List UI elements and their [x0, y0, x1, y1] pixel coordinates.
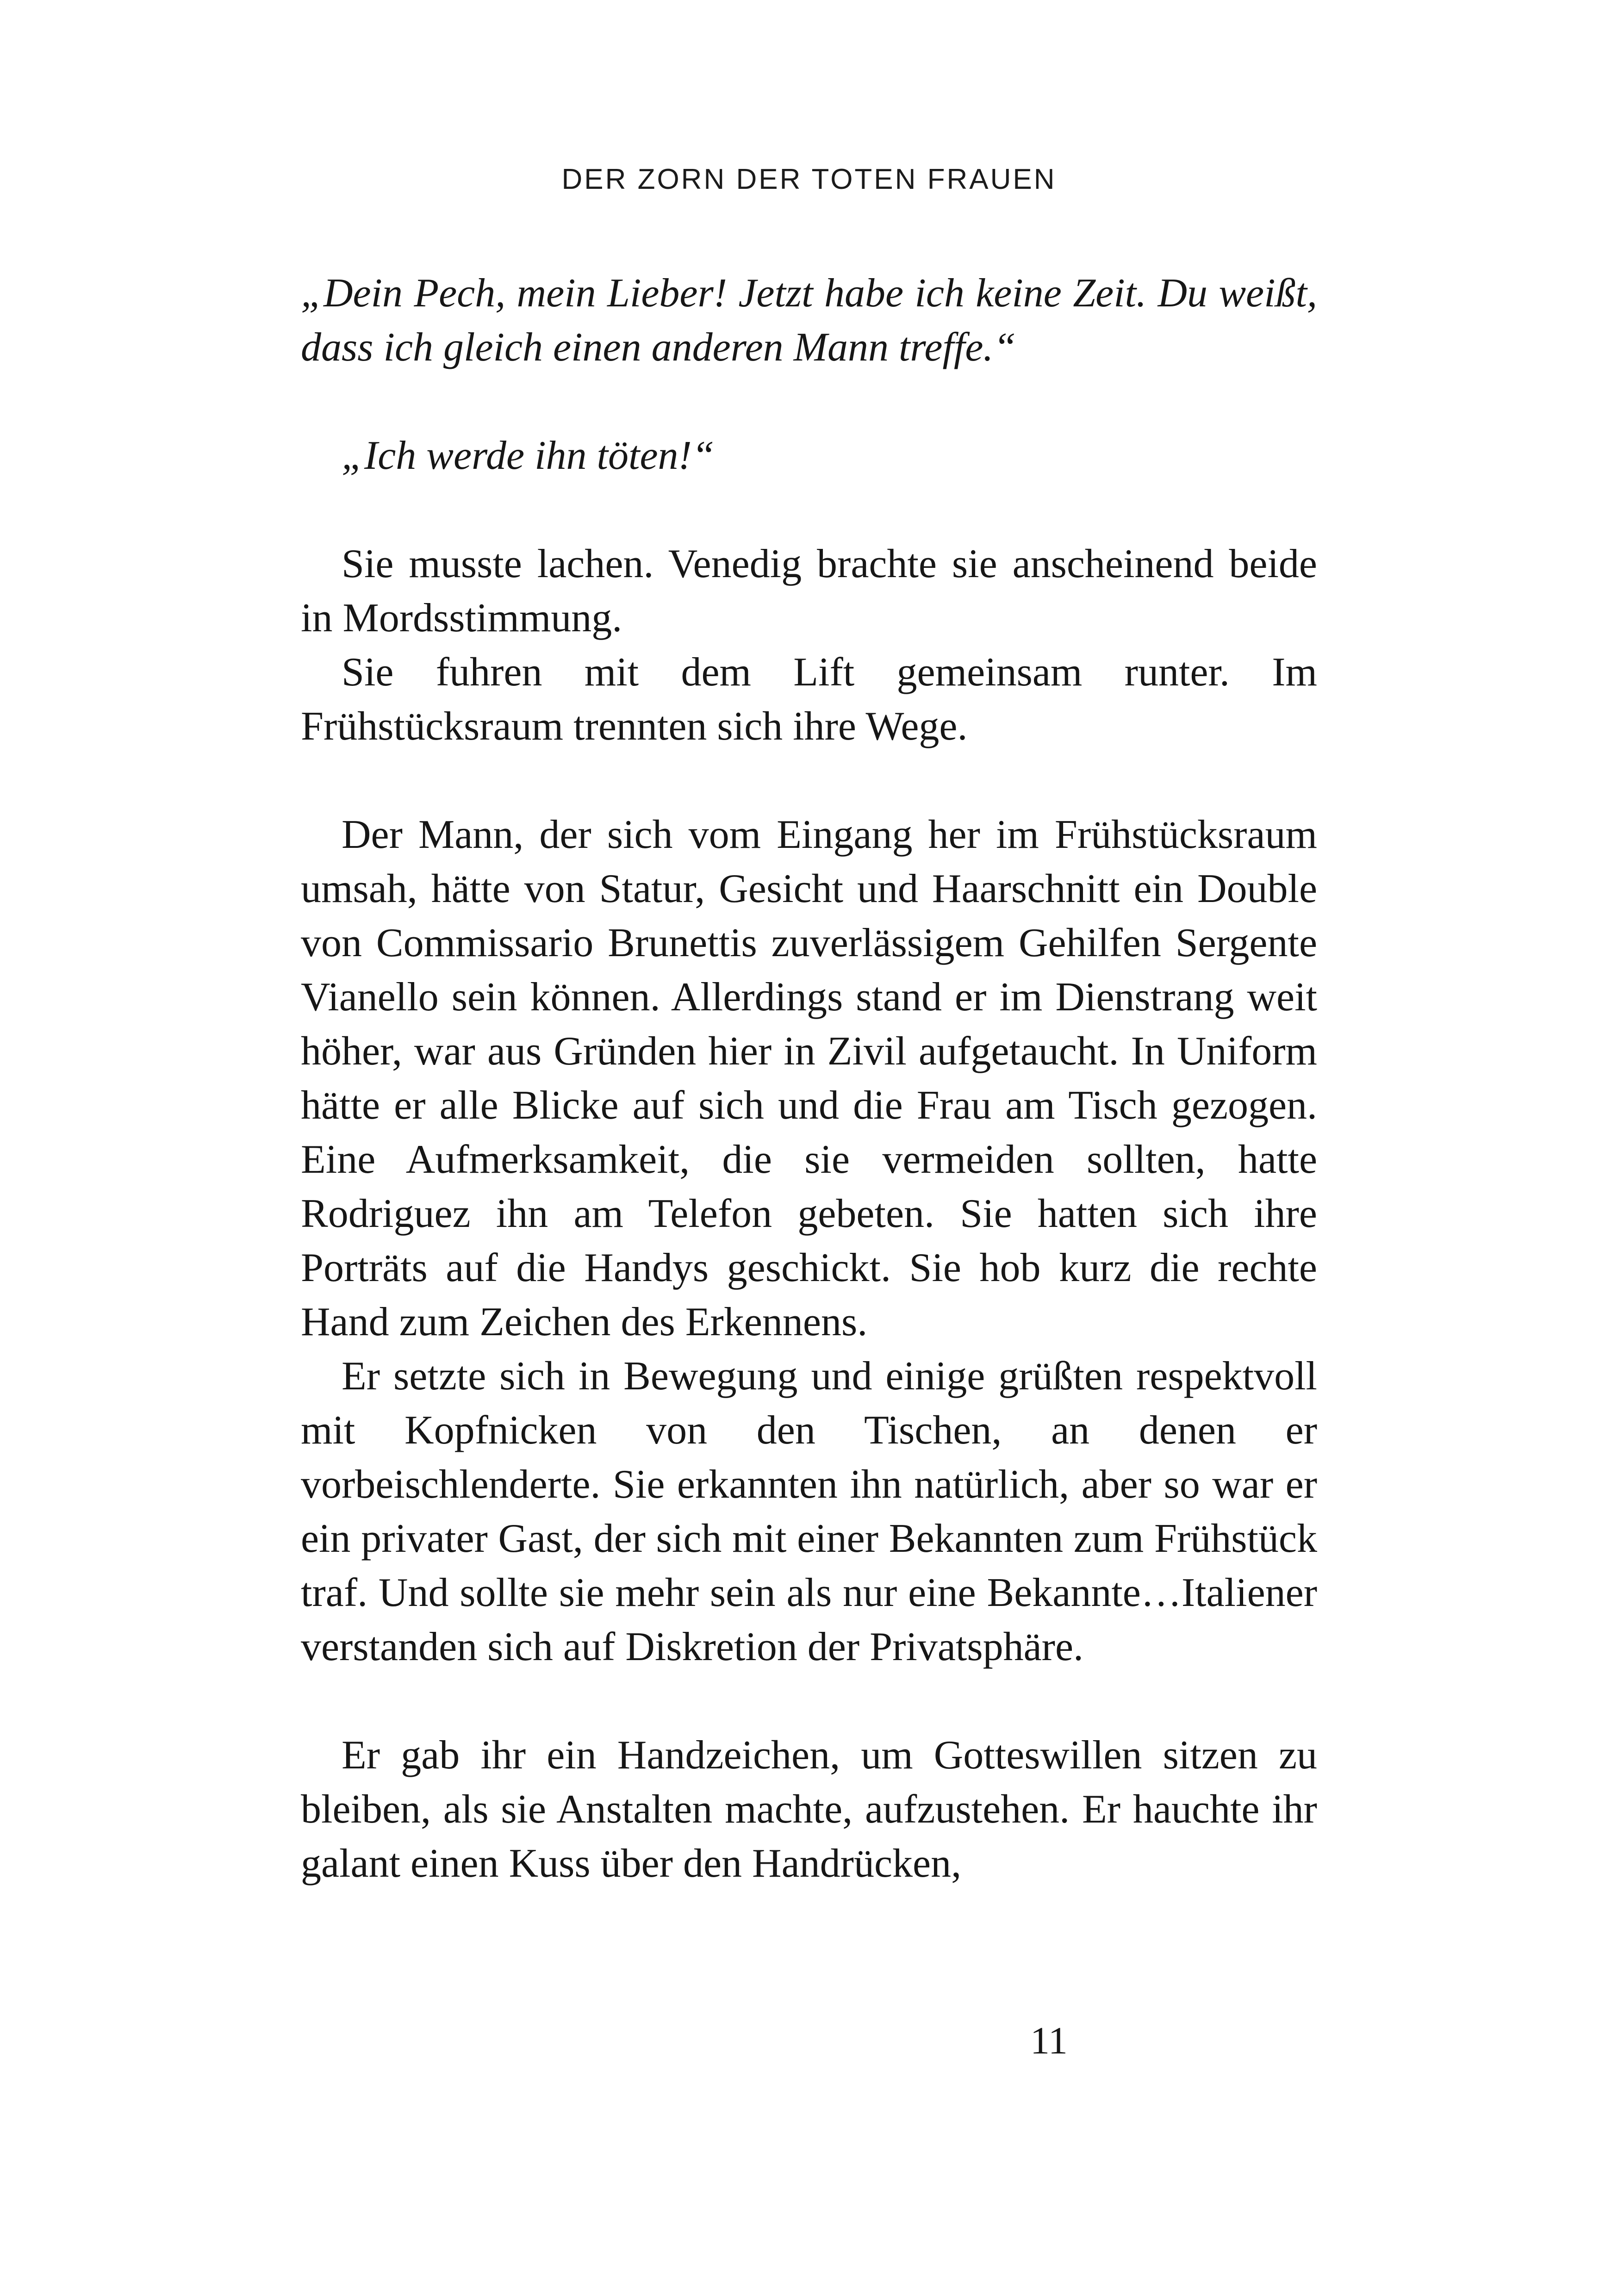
page-number: 11: [1030, 2019, 1068, 2062]
paragraph-narrative-2: Sie fuhren mit dem Lift gemeinsam runter. Im Frühstücksraum trennten sich ihre Wege.: [301, 650, 1317, 749]
paragraph-narrative-1: Sie musste lachen. Venedig brachte sie anscheinend beide in Mordsstimmung.: [301, 541, 1317, 641]
paragraph-dialogue-quote-2: „Ich werde ihn töten!“: [342, 433, 715, 478]
paragraph-dialogue-quote-1: „Dein Pech, mein Lieber! Jetzt habe ich keine Zeit. Du weißt, dass ich gleich einen anderen Mann treffe.“: [301, 271, 1317, 370]
paragraph-narrative-4: Er setzte sich in Bewegung und einige grüßten respektvoll mit Kopfnicken von den Tischen, an denen er vorbeischlenderte. Sie erkannten ihn natürlich, aber so war er ein privater Gast, der sich mit einer Bekannten zum Frühstück traf. Und sollte sie mehr sein als nur eine Bekannte…Italiener verstanden sich auf Diskretion der Privatsphäre.: [301, 1354, 1317, 1669]
paragraph-narrative-3: Der Mann, der sich vom Eingang her im Frühstücksraum umsah, hätte von Statur, Gesicht und Haarschnitt ein Double von Commissario Brunettis zuverlässigem Gehilfen Sergente Vianello sein können. Allerdings stand er im Dienstrang weit höher, war aus Gründen hier in Zivil aufgetaucht. In Uniform hätte er alle Blicke auf sich und die Frau am Tisch gezogen. Eine Aufmerksamkeit, die sie vermeiden sollten, hatte Rodriguez ihn am Telefon gebeten. Sie hatten sich ihre Porträts auf die Handys geschickt. Sie hob kurz die rechte Hand zum Zeichen des Erkennens.: [301, 812, 1317, 1344]
page-body-text: [301, 266, 1317, 1891]
paragraph-narrative-5: Er gab ihr ein Handzeichen, um Gotteswillen sitzen zu bleiben, als sie Anstalten machte, aufzustehen. Er hauchte ihr galant einen Kuss über den Handrücken,: [301, 1733, 1317, 1886]
running-header: DER ZORN DER TOTEN FRAUEN: [561, 163, 1057, 195]
